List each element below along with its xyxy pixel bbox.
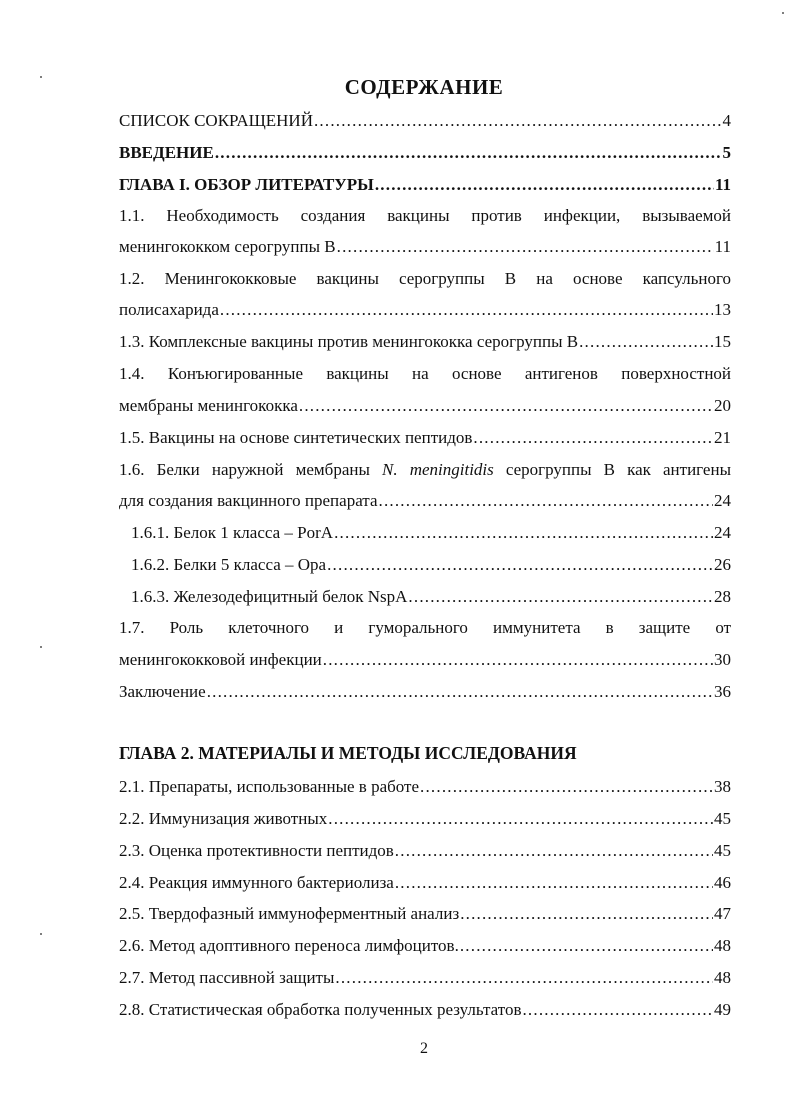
toc-entry-text: 2.8. Статистическая обработка полученных результатов (119, 1000, 522, 1019)
toc-entry-text: Заключение (119, 682, 206, 701)
text-part: Белки наружной мембраны (156, 460, 382, 479)
word: Необходимость (166, 206, 279, 225)
toc-entry-introduction[interactable] (119, 143, 731, 167)
word: вакцины (387, 206, 450, 225)
toc-entry-1-5[interactable] (119, 428, 731, 452)
page-number: 2 (420, 1040, 428, 1057)
toc-leader-dots (328, 809, 713, 829)
toc-leader-dots (299, 396, 713, 416)
toc-leader-dots (473, 428, 713, 448)
word: основе (451, 364, 502, 383)
word: антигенов (524, 364, 598, 383)
word: вакцины (316, 269, 379, 288)
toc-entry-text: 2.3. Оценка протективности пептидов (119, 841, 394, 860)
toc-entry-text: 2.1. Препараты, использованные в работе (119, 777, 420, 796)
toc-leader-dots (460, 936, 713, 956)
toc-page-number: 26 (714, 555, 731, 574)
toc-entry-2-3[interactable] (119, 841, 731, 865)
word: серогруппы (398, 269, 485, 288)
toc-entry-text: 1.6.3. Железодефицитный белок NspA (131, 587, 408, 606)
word: Менингококковые (164, 269, 297, 288)
page-title: СОДЕРЖАНИЕ (344, 75, 504, 99)
toc-page-number: 45 (714, 841, 731, 860)
toc-page-number: 21 (714, 428, 731, 447)
toc-leader-dots (395, 841, 713, 861)
toc-leader-dots (327, 555, 713, 575)
toc-entry-1-2-line2[interactable] (119, 300, 731, 324)
word: В (504, 269, 517, 288)
toc-leader-dots (207, 682, 713, 702)
toc-page-number: 28 (714, 587, 731, 606)
toc-entry-2-1[interactable] (119, 777, 731, 801)
scan-speck (40, 933, 42, 935)
toc-entry-1-6-2[interactable] (131, 555, 731, 579)
toc-entry-1-2-line1[interactable] (119, 269, 731, 293)
word: вызываемой (642, 206, 732, 225)
toc-page-number: 4 (722, 111, 731, 130)
word: на (411, 364, 429, 383)
toc-entry-text: 1.3. Комплексные вакцины против менингококка серогруппы В (119, 332, 579, 351)
word: Роль (169, 618, 204, 637)
toc-page-number: 24 (714, 523, 731, 542)
word: вакцины (326, 364, 389, 383)
toc-entry-text: 2.5. Твердофазный иммуноферментный анализ (119, 904, 460, 923)
toc-entry-text: полисахарида (119, 300, 219, 319)
toc-page-number: 11 (714, 237, 731, 256)
toc-entry-2-2[interactable] (119, 809, 731, 833)
toc-entry-text: менингококковой инфекции (119, 650, 322, 669)
toc-leader-dots (323, 650, 713, 670)
toc-entry-2-4[interactable] (119, 873, 731, 897)
toc-entry-text: 2.4. Реакция иммунного бактериолиза (119, 873, 394, 892)
section-number: 1.6. (119, 460, 145, 479)
toc-entry-1-6-3[interactable] (131, 587, 731, 611)
toc-entry-1-1-line1[interactable] (119, 206, 731, 230)
toc-entry-text: ГЛАВА I. ОБЗОР ЛИТЕРАТУРЫ (119, 175, 374, 194)
toc-entry-2-6[interactable] (119, 936, 731, 960)
toc-entry-1-1-line2[interactable] (119, 237, 731, 261)
word: защите (638, 618, 691, 637)
toc-entry-1-3[interactable] (119, 332, 731, 356)
toc-leader-dots (375, 175, 714, 195)
toc-entry-1-6-line1[interactable] (119, 460, 731, 484)
toc-leader-dots (337, 237, 714, 257)
toc-page-number: 49 (714, 1000, 731, 1019)
toc-entry-abbreviations[interactable] (119, 111, 731, 135)
toc-page-number: 48 (714, 936, 731, 955)
section-number: 1.7. (119, 618, 145, 637)
toc-leader-dots (522, 1000, 713, 1020)
word: в (605, 618, 614, 637)
toc-leader-dots (579, 332, 713, 352)
toc-page-number: 45 (714, 809, 731, 828)
toc-entry-text: менингококком серогруппы В (119, 237, 336, 256)
word: и (334, 618, 344, 637)
toc-leader-dots (215, 143, 722, 163)
toc-page-number: 46 (714, 873, 731, 892)
toc-entry-text: 1.6.2. Белки 5 класса – Opa (131, 555, 327, 574)
toc-leader-dots (408, 587, 713, 607)
toc-leader-dots (335, 968, 713, 988)
word: клеточного (228, 618, 310, 637)
toc-entry-1-6-1[interactable] (131, 523, 731, 547)
toc-leader-dots (334, 523, 713, 543)
toc-entry-text: 2.7. Метод пассивной защиты (119, 968, 335, 987)
species-name: N. meningitidis (382, 460, 494, 479)
word: на (536, 269, 553, 288)
toc-leader-dots (220, 300, 713, 320)
toc-entry-1-6-line2[interactable] (119, 491, 731, 515)
toc-entry-conclusion[interactable] (119, 682, 731, 706)
toc-leader-dots (379, 491, 714, 511)
toc-leader-dots (460, 904, 713, 924)
toc-entry-1-4-line1[interactable] (119, 364, 731, 388)
scan-speck (782, 12, 784, 14)
toc-page-number: 30 (714, 650, 731, 669)
text-part: серогруппы В как антигены (493, 460, 731, 479)
toc-entry-chapter-2[interactable]: ГЛАВА 2. МАТЕРИАЛЫ И МЕТОДЫ ИССЛЕДОВАНИЯ (119, 743, 577, 763)
toc-leader-dots (395, 873, 713, 893)
toc-entry-text: для создания вакцинного препарата (119, 491, 378, 510)
toc-page-number: 38 (714, 777, 731, 796)
toc-entry-text: 2.6. Метод адоптивного переноса лимфоцитов. (119, 936, 459, 955)
word: против (471, 206, 522, 225)
toc-entry-text: ВВЕДЕНИЕ (119, 143, 214, 162)
toc-page-number: 15 (714, 332, 731, 351)
word: основе (572, 269, 623, 288)
word: инфекции, (543, 206, 621, 225)
toc-entry-text: СПИСОК СОКРАЩЕНИЙ (119, 111, 313, 130)
toc-leader-dots (314, 111, 722, 131)
toc-entry-1-4-line2[interactable] (119, 396, 731, 420)
toc-leader-dots (420, 777, 713, 797)
toc-page-number: 5 (722, 143, 731, 162)
toc-entry-text: 1.6.1. Белок 1 класса – PorA (131, 523, 334, 542)
toc-entry-1-7-line1[interactable] (119, 618, 731, 642)
toc-page-number: 13 (714, 300, 731, 319)
word: иммунитета (493, 618, 581, 637)
toc-entry-1-7-line2[interactable] (119, 650, 731, 674)
toc-entry-text: мембраны менингококка (119, 396, 298, 415)
toc-page-number: 24 (714, 491, 731, 510)
section-number: 1.2. (119, 269, 145, 288)
toc-entry-2-5[interactable] (119, 904, 731, 928)
scan-speck (40, 646, 42, 648)
toc-entry-2-8[interactable] (119, 1000, 731, 1024)
toc-page-number: 36 (714, 682, 731, 701)
word: капсульного (642, 269, 732, 288)
toc-entry-chapter-1[interactable] (119, 175, 731, 199)
scan-speck (40, 76, 42, 78)
section-number: 1.1. (119, 206, 145, 225)
toc-page-number: 20 (714, 396, 731, 415)
word: создания (300, 206, 366, 225)
word: от (715, 618, 732, 637)
toc-entry-text: 1.5. Вакцины на основе синтетических пептидов (119, 428, 473, 447)
word: гуморального (368, 618, 468, 637)
toc-page-number: 47 (714, 904, 731, 923)
toc-page-number: 48 (714, 968, 731, 987)
section-number: 1.4. (119, 364, 145, 383)
word: Конъюгированные (167, 364, 303, 383)
word: поверхностной (621, 364, 732, 383)
toc-entry-text: 2.2. Иммунизация животных (119, 809, 328, 828)
toc-page-number: 11 (714, 175, 731, 194)
toc-entry-2-7[interactable] (119, 968, 731, 992)
